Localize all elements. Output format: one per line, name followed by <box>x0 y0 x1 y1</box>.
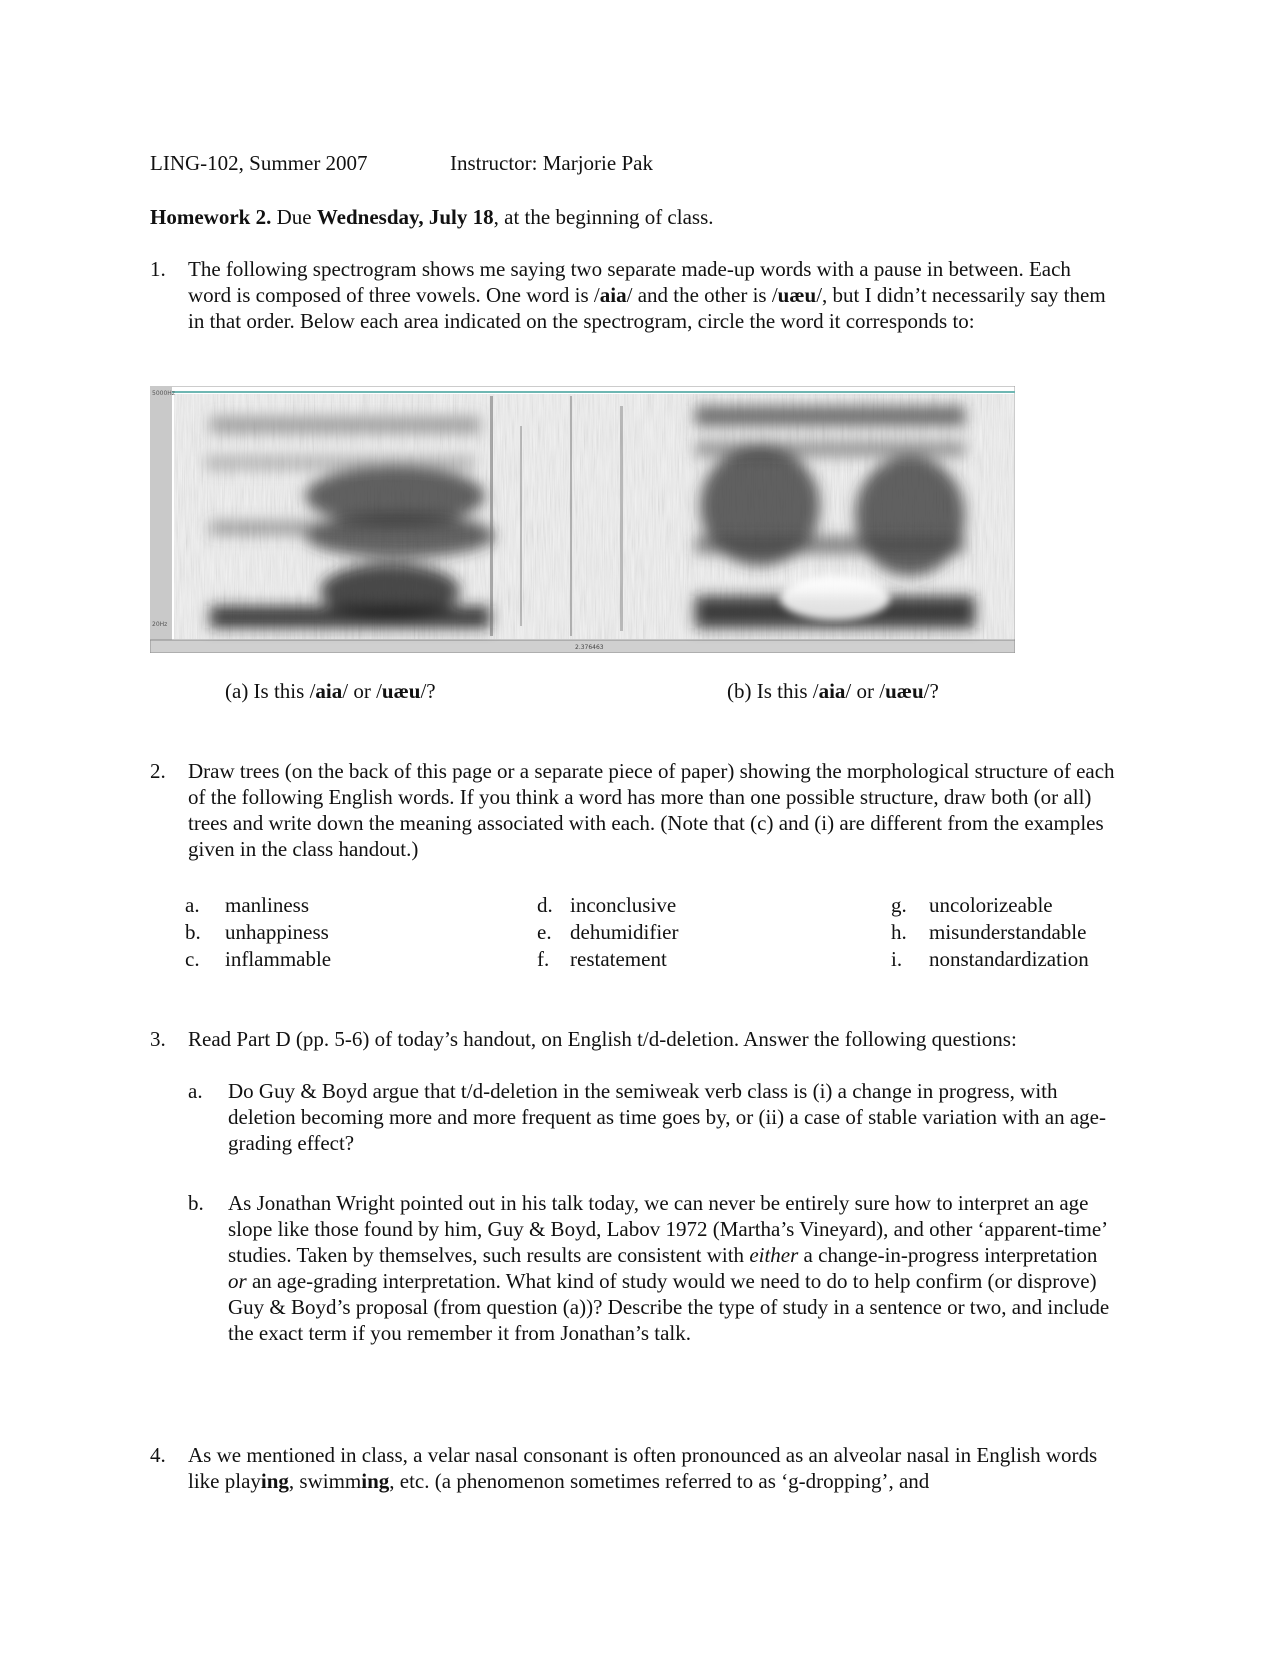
q1-text: The following spectrogram shows me saying two separate made-up words with a pause in between. Each word is composed of three vowels. One word is /aia/ and the other is /uæu/, but I didn’t necessarily say them in that order. Below each area indicated on the spectrogram, circle the word it corresponds to: <box>188 257 1106 333</box>
homework-title: Homework 2. <box>150 205 272 229</box>
q1-part-a: (a) Is this /aia/ or /uæu/? <box>225 679 436 703</box>
q4-text: As we mentioned in class, a velar nasal consonant is often pronounced as an alveolar nasal in English words like playing, swimming, etc. (a phenomenon sometimes referred to as ‘g-dropping’, and <box>188 1443 1098 1493</box>
q4-number: 4. <box>150 1443 166 1467</box>
list-item: f. restatement <box>537 947 667 971</box>
q2-text: Draw trees (on the back of this page or a separate piece of paper) showing the morphological structure of each of the following English words. If you think a word has more than one possible structure, draw both (or all) trees and write down the meaning associated with each. (Note that (c) and (i) are different from the examples given in the class handout.) <box>188 759 1115 861</box>
homework-line: Homework 2. Due Wednesday, July 18, at the beginning of class. <box>150 205 714 229</box>
word-column-1 <box>185 892 515 973</box>
spectrogram-bottom-label: 20Hz <box>152 621 168 628</box>
course-title: LING-102, Summer 2007 <box>150 151 368 175</box>
word-column-3 <box>891 892 1221 973</box>
q3-a-text: Do Guy & Boyd argue that t/d-deletion in the semiweak verb class is (i) a change in progress, with deletion becoming more and more frequent as time goes by, or (ii) a case of stable variation with an age-grading effect? <box>228 1079 1106 1155</box>
q3-b-letter: b. <box>188 1191 204 1215</box>
q3-number: 3. <box>150 1027 166 1051</box>
list-item: c. inflammable <box>185 947 332 971</box>
list-item: a. manliness <box>185 893 309 917</box>
list-item: g. uncolorizeable <box>891 893 1053 917</box>
due-date: Wednesday, July 18 <box>316 205 494 229</box>
q2-number: 2. <box>150 759 166 783</box>
word-column-2 <box>537 892 867 973</box>
list-item: d. inconclusive <box>537 893 677 917</box>
q1-part-b: (b) Is this /aia/ or /uæu/? <box>727 679 939 703</box>
q1-number: 1. <box>150 257 166 281</box>
list-item: e. dehumidifier <box>537 920 679 944</box>
list-item: i. nonstandardization <box>891 947 1089 971</box>
spectrogram <box>150 386 1015 653</box>
q3-b-text: As Jonathan Wright pointed out in his talk today, we can never be entirely sure how to interpret an age slope like those found by him, Guy & Boyd, Labov 1972 (Martha’s Vineyard), and other ‘apparent-time’ studies. Taken by themselves, such results are consistent with either a change-in-progress interpretation or an age-grading interpretation. What kind of study would we need to do to help confirm (or disprove) Guy & Boyd’s proposal (from question (a))? Describe the type of study in a sentence or two, and include the exact term if you remember it from Jonathan’s talk. <box>228 1191 1110 1345</box>
q3-a-letter: a. <box>188 1079 203 1103</box>
list-item: h. misunderstandable <box>891 920 1087 944</box>
spectrogram-graphic <box>150 386 1015 653</box>
instructor-name: Instructor: Marjorie Pak <box>450 151 653 175</box>
list-item: b. unhappiness <box>185 920 329 944</box>
spectrogram-time-label: 2.376463 <box>575 644 604 651</box>
spectrogram-top-label: 5000Hz <box>152 390 175 397</box>
q3-text: Read Part D (pp. 5-6) of today’s handout, on English t/d-deletion. Answer the following questions: <box>188 1027 1017 1051</box>
